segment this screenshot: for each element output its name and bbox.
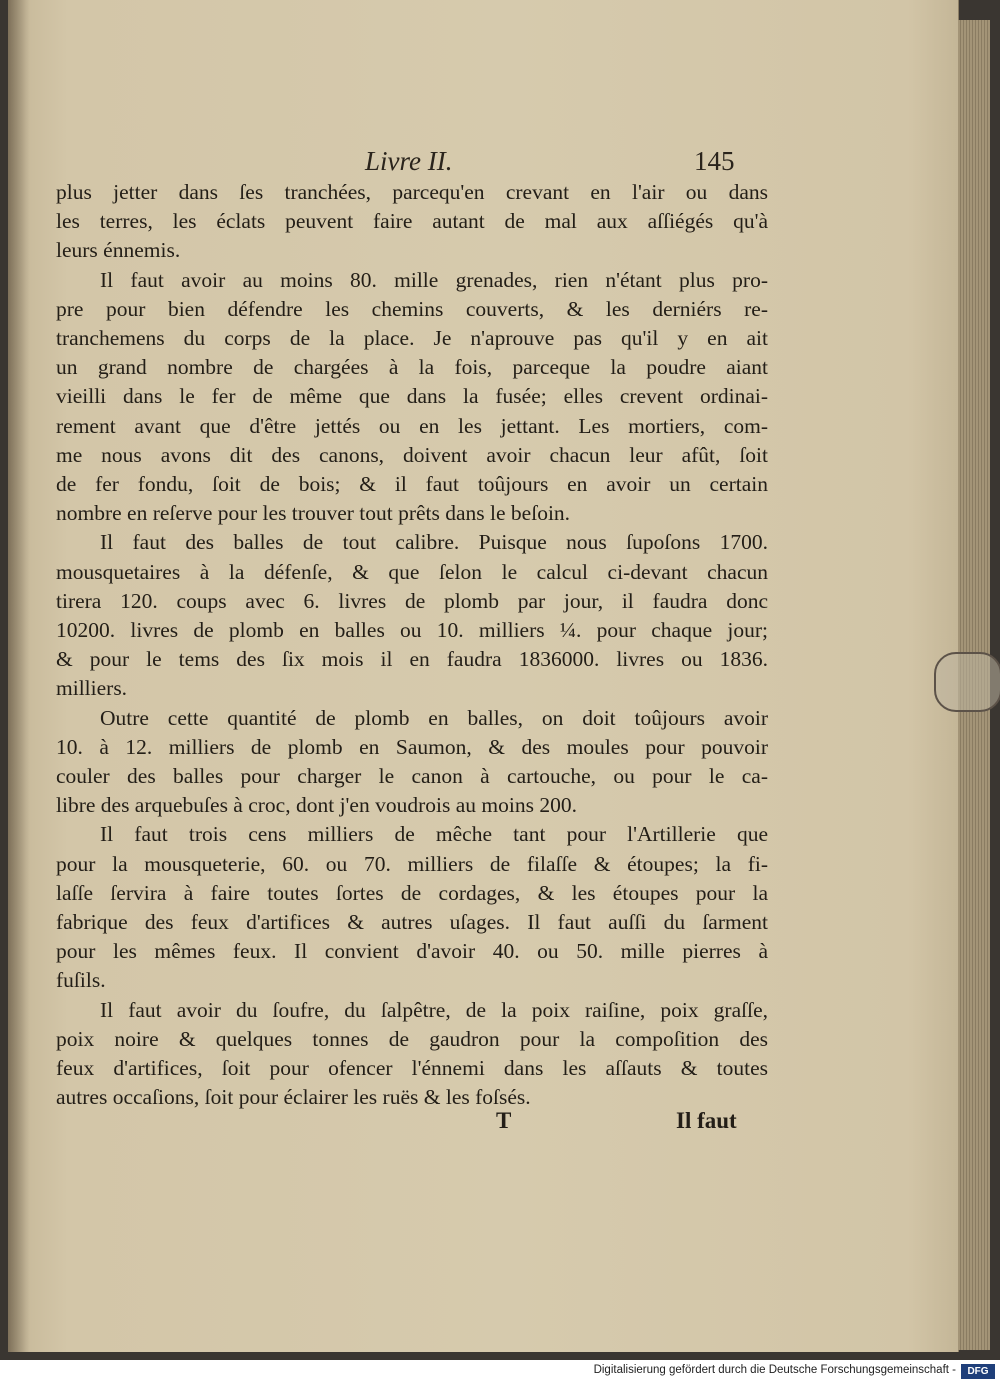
text-line: feux d'artifices, ſoit pour ofencer l'énnemi dans les aſſauts & toutes <box>56 1056 768 1081</box>
page-clip <box>934 652 1000 712</box>
text-line: rement avant que d'être jettés ou en les jettant. Les mortiers, com- <box>56 413 768 438</box>
text-line: de fer fondu, ſoit de bois; & il faut toûjours en avoir un certain <box>56 472 768 497</box>
dfg-logo: DFG <box>961 1364 995 1379</box>
paragraph <box>56 528 768 703</box>
text-line: me nous avons dit des canons, doivent avoir chacun leur afût, ſoit <box>56 442 768 467</box>
text-line: pour les mêmes feux. Il convient d'avoir 40. ou 50. mille pierres à <box>56 939 768 964</box>
text-line: pre pour bien défendre les chemins couverts, & les derniérs re- <box>56 296 768 321</box>
signature-mark: T <box>496 1108 512 1133</box>
text-line: pour la mousqueterie, 60. ou 70. milliers de filaſſe & étoupes; la fi- <box>56 851 768 876</box>
text-line: laſſe ſervira à faire toutes ſortes de cordages, & les étoupes pour la <box>56 880 768 905</box>
paragraph <box>56 820 768 995</box>
text-line: Il faut des balles de tout calibre. Puisque nous ſupoſons 1700. <box>100 530 768 555</box>
text-line: libre des arquebuſes à croc, dont j'en voudrois au moins 200. <box>56 793 577 818</box>
text-line: & pour le tems des ſix mois il en faudra 1836000. livres ou 1836. <box>56 647 768 672</box>
credit-bar <box>0 1360 1000 1384</box>
text-line: mousquetaires à la défenſe, & que ſelon le calcul ci-devant chacun <box>56 559 768 584</box>
text-line: un grand nombre de chargées à la fois, parceque la poudre aiant <box>56 355 768 380</box>
text-line: plus jetter dans ſes tranchées, parcequ'en crevant en l'air ou dans <box>56 180 768 204</box>
text-line: Outre cette quantité de plomb en balles, on doit toûjours avoir <box>100 705 768 730</box>
text-line: couler des balles pour charger le canon à cartouche, ou pour le ca- <box>56 764 768 789</box>
paragraph <box>56 266 768 529</box>
text-line: leurs énnemis. <box>56 238 181 263</box>
text-line: tranchemens du corps de la place. Je n'aprouve pas qu'il y en ait <box>56 326 768 351</box>
text-line: fuſils. <box>56 968 106 993</box>
paragraph <box>56 996 768 1113</box>
text-line: fabrique des feux d'artifices & autres uſages. Il faut auſſi du ſarment <box>56 910 768 935</box>
text-line: poix noire & quelques tonnes de gaudron pour la compoſition des <box>56 1026 768 1051</box>
catchword: Il faut <box>676 1108 737 1133</box>
text-line: Il faut avoir du ſoufre, du ſalpêtre, de la poix raiſine, poix graſſe, <box>100 997 768 1022</box>
text-line: 10200. livres de plomb en balles ou 10. milliers ¼. pour chaque jour; <box>56 618 768 643</box>
text-line: les terres, les éclats peuvent faire autant de mal aux aſſiégés qu'à <box>56 209 768 234</box>
paragraph <box>56 178 768 266</box>
text-line: vieilli dans le fer de même que dans la fusée; elles crevent ordinai- <box>56 384 768 409</box>
page-footer <box>8 1108 966 1148</box>
page-number: 145 <box>694 146 735 176</box>
book-page <box>8 0 959 1352</box>
text-line: 10. à 12. milliers de plomb en Saumon, & des moules pour pouvoir <box>56 734 768 759</box>
text-line: Il faut trois cens milliers de mêche tant pour l'Artillerie que <box>100 822 768 847</box>
text-line: nombre en reſerve pour les trouver tout prêts dans le beſoin. <box>56 501 571 526</box>
text-line: Il faut avoir au moins 80. mille grenades, rien n'étant plus pro- <box>100 267 768 292</box>
paragraph <box>56 704 768 821</box>
text-line: tirera 120. coups avec 6. livres de plomb par jour, il faudra donc <box>56 588 768 613</box>
body-text <box>56 178 768 1113</box>
text-line: autres occaſions, ſoit pour éclairer les ruës & les foſsés. <box>56 1085 531 1110</box>
running-head: Livre II. <box>365 146 453 176</box>
page-header <box>8 140 966 180</box>
text-line: milliers. <box>56 676 128 701</box>
spine-shadow <box>8 0 30 1352</box>
digitization-credit: Digitalisierung gefördert durch die Deutsche Forschungsgemeinschaft - <box>593 1364 956 1376</box>
